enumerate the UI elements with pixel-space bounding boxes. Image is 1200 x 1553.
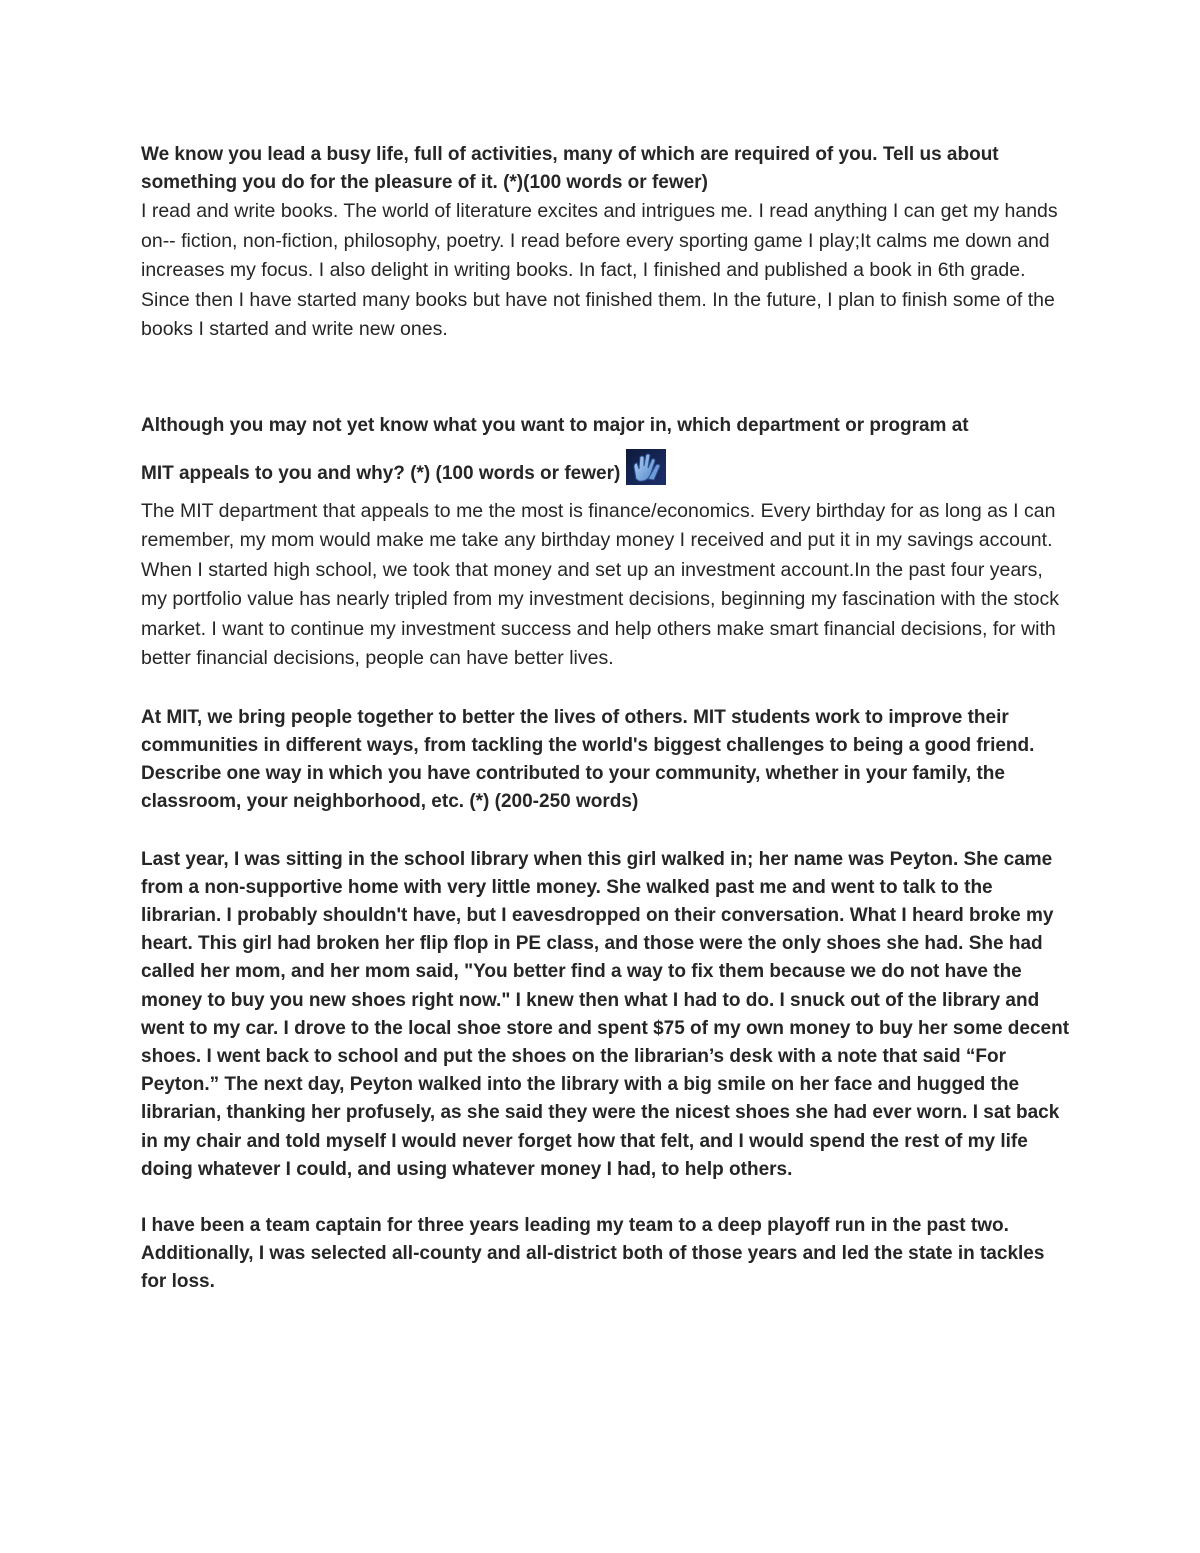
document-page	[141, 141, 1071, 1297]
answer-department: The MIT department that appeals to me the most is finance/economics. Every birthday for as long as I can remember, my mom would make me take any birthday money I received and put it in my savings account. When I started high school, we took that money and set up an investment account.In the past four years, my portfolio value has nearly tripled from my investment decisions, beginning my fascination with the stock market. I want to continue my investment success and help others make smart financial decisions, for with better financial decisions, people can have better lives.	[141, 499, 1060, 669]
answer-community: Last year, I was sitting in the school library when this girl walked in; her name was Peyton. She came from a non-supportive home with very little money. She walked past me and went to talk to the librarian. I probably shouldn't have, but I eavesdropped on their conversation. What I heard broke my heart. This girl had broken her flip flop in PE class, and those were the only shoes she had. She had called her mom, and her mom said, "You better find a way to fix them because we do not have the money to buy you new shoes right now." I knew then what I had to do. I snuck out of the library and went to my car. I drove to the local shoe store and spent $75 of my own money to buy her some decent shoes. I went back to school and put the shoes on the librarian’s desk with a note that said “For Peyton.” The next day, Peyton walked into the library with a big smile on her face and hugged the librarian, thanking her profusely, as she said they were the nicest shoes she had ever worn. I sat back in my chair and told myself I would never forget how that felt, and I would spend the rest of my life doing whatever I could, and using whatever money I had, to help others.	[141, 848, 1070, 1180]
answer-pleasure: I read and write books. The world of literature excites and intrigues me. I read anything I can get my hands on-- fiction, non-fiction, philosophy, poetry. I read before every sporting game I play;It calms me down and increases my focus. I also delight in writing books. In fact, I finished and published a book in 6th grade. Since then I have started many books but have not finished them. In the future, I plan to finish some of the books I started and write new ones.	[141, 200, 1058, 340]
clapping-hands-icon	[626, 449, 666, 485]
question-pleasure: We know you lead a busy life, full of activities, many of which are required of you. Tell us about something you do for the pleasure of it. (*)(100 words or fewer)	[141, 144, 999, 193]
question-department	[141, 402, 1071, 497]
question-department-line2: MIT appeals to you and why? (*) (100 words or fewer)	[141, 462, 621, 484]
extra-achievements: I have been a team captain for three years leading my team to a deep playoff run in the past two. Additionally, I was selected all-county and all-district both of those years and led the state in tackles for loss.	[141, 1214, 1045, 1293]
question-community: At MIT, we bring people together to better the lives of others. MIT students work to improve their communities in different ways, from tackling the world's biggest challenges to being a good friend. Describe one way in which you have contributed to your community, whether in your family, the classroom, your neighborhood, etc. (*) (200-250 words)	[141, 706, 1035, 812]
question-department-line1: Although you may not yet know what you want to major in, which department or program at	[141, 414, 969, 436]
